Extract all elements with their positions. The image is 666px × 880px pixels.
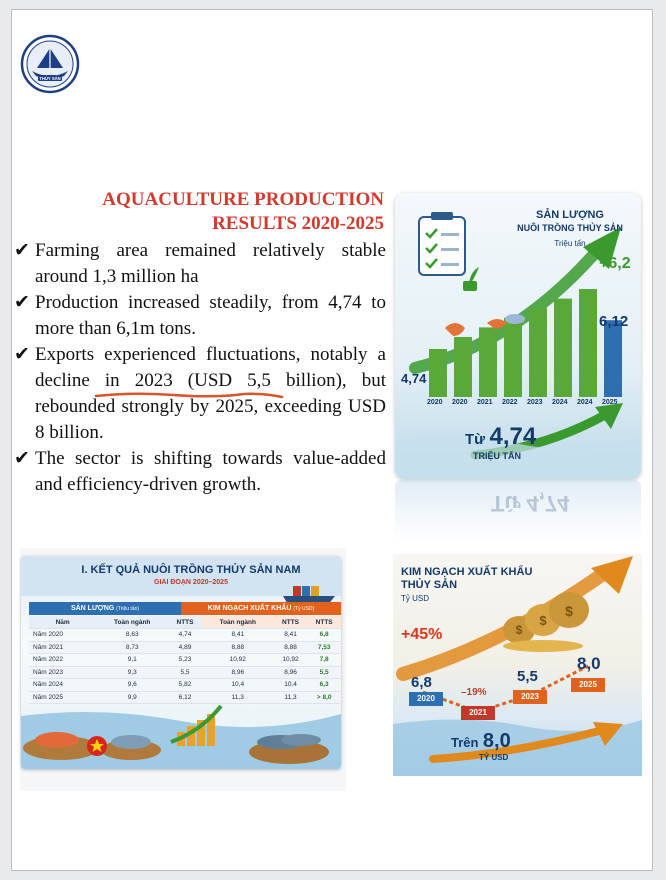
table-cell: 5,5: [168, 666, 202, 679]
bullet-text: Farming area remained relatively stable around 1,3 million ha: [35, 240, 386, 287]
table-cell: 5,23: [168, 654, 202, 667]
group-header-export: [181, 602, 341, 615]
highlight-underline: [94, 388, 284, 402]
production-reflection: [395, 480, 641, 542]
production-start-value: 4,74: [401, 371, 427, 386]
year-label: 2020: [452, 399, 468, 406]
point-value-2025: 8,0: [577, 654, 601, 673]
bullet-text: Exports experienced fluctuations, notably a decline in 2023 (USD 5,5 billion), but rebounded strongly by 2025, exceeding USD 8 billion.: [35, 344, 386, 443]
table-cell: 9,6: [96, 679, 168, 692]
table-title: I. KẾT QUẢ NUÔI TRỒNG THỦY SẢN NAM: [81, 564, 301, 576]
production-unit: Triệu tấn: [554, 239, 586, 248]
heading-line-1: AQUACULTURE PRODUCTION: [102, 189, 384, 210]
table-cell: 8,96: [274, 666, 308, 679]
production-title-1: SẢN LƯỢNG: [535, 209, 604, 221]
table-cell: Năm 2023: [29, 666, 96, 679]
table-cell: 6,3: [307, 679, 341, 692]
table-cell: 10,92: [202, 654, 274, 667]
table-cell: 6,12: [168, 691, 202, 704]
bullet-item: [14, 238, 386, 290]
heading-line-2: RESULTS 2020-2025: [212, 213, 384, 234]
table-cell: 10,4: [202, 679, 274, 692]
group1-unit: (Triệu tấn): [116, 606, 140, 612]
year-label: 2020: [427, 399, 443, 406]
production-bar: [454, 337, 472, 397]
fish-basket-icon: [249, 734, 329, 764]
production-delta: +6,2: [599, 255, 631, 272]
year-label: 2022: [502, 399, 518, 406]
table-cell: 5,5: [307, 666, 341, 679]
export-title-2: THỦY SẢN: [401, 579, 458, 591]
footer-value: 4,74: [489, 423, 537, 450]
table-cell: 6,8: [307, 629, 341, 642]
table-cell: 11,3: [274, 691, 308, 704]
production-infographic: [395, 193, 641, 479]
year-label: 2023: [527, 399, 543, 406]
table-row: [29, 691, 341, 704]
thuy-san-logo: [20, 34, 80, 94]
table-row: [29, 629, 341, 642]
svg-text:$: $: [565, 603, 573, 619]
table-cell: 10,4: [274, 679, 308, 692]
table-cell: 7,53: [307, 641, 341, 654]
group-header-production: [29, 602, 181, 615]
table-cell: 7,8: [307, 654, 341, 667]
table-row: [29, 641, 341, 654]
production-bars: [429, 289, 622, 397]
vietnam-flag-icon: [87, 736, 107, 756]
results-table-infographic: [21, 556, 341, 769]
table-cell: > 8,0: [307, 691, 341, 704]
trend-line: [423, 666, 588, 712]
footer-unit: TRIỆU TẤN: [473, 451, 521, 461]
col-header: Năm: [29, 616, 96, 629]
production-footer: [465, 423, 536, 461]
table-row: [29, 666, 341, 679]
year-label: 2024: [552, 399, 568, 406]
col-header: Toàn ngành: [202, 616, 274, 629]
table-cell: 8,96: [202, 666, 274, 679]
year-labels: [421, 399, 627, 411]
production-bar: [554, 299, 572, 397]
production-bar: [479, 327, 497, 397]
group2-label: KIM NGẠCH XUẤT KHẨU: [207, 605, 292, 612]
table-row: [29, 654, 341, 667]
year-label: 2021: [477, 399, 493, 406]
point-value-2020: 6,8: [411, 674, 432, 691]
year-label: 2024: [577, 399, 593, 406]
point-year-2021: 2021: [461, 706, 495, 720]
export-infographic: [393, 554, 642, 776]
check-icon: ✔: [14, 344, 30, 365]
table-cell: 5,82: [168, 679, 202, 692]
table-cell: Năm 2021: [29, 641, 96, 654]
table-cell: 4,74: [168, 629, 202, 642]
svg-text:$: $: [515, 623, 523, 637]
table-cell: 9,9: [96, 691, 168, 704]
production-title-2: NUÔI TRỒNG THỦY SẢN: [517, 223, 623, 233]
bullet-text: The sector is shifting towards value-added and efficiency-driven growth.: [35, 448, 386, 495]
export-title-1: KIM NGẠCH XUẤT KHẨU: [401, 566, 533, 578]
table-cell: 11,3: [202, 691, 274, 704]
production-bar: [579, 289, 597, 397]
table-row: [29, 679, 341, 692]
production-bar: [529, 308, 547, 397]
table-cell: 8,88: [202, 641, 274, 654]
table-cell: 9,3: [96, 666, 168, 679]
footer-prefix: Trên: [451, 735, 479, 750]
col-header: Toàn ngành: [96, 616, 168, 629]
check-icon: ✔: [14, 448, 30, 469]
bullet-text: Production increased steadily, from 4,74 to more than 6,1m tons.: [35, 292, 386, 339]
table-subtitle: GIAI ĐOẠN 2020–2025: [154, 579, 228, 586]
footer-unit: TỶ USD: [479, 753, 509, 762]
export-unit: Tỷ USD: [401, 594, 429, 603]
table-cell: 8,88: [274, 641, 308, 654]
check-icon: ✔: [14, 240, 30, 261]
table-cell: 8,41: [274, 629, 308, 642]
group2-unit: (Tỷ USD): [293, 606, 315, 612]
table-cell: 8,41: [202, 629, 274, 642]
bullet-item: [14, 446, 386, 498]
table-cell: Năm 2024: [29, 679, 96, 692]
production-bar: [504, 318, 522, 397]
results-table: [29, 616, 341, 704]
table-cell: Năm 2020: [29, 629, 96, 642]
footer-prefix: Từ: [465, 431, 486, 448]
production-end-value: 6,12: [599, 313, 629, 330]
check-icon: ✔: [14, 292, 30, 313]
export-footer: [451, 730, 511, 762]
point-year-2020: 2020: [409, 692, 443, 706]
group1-label: SẢN LƯỢNG: [70, 605, 115, 612]
bullet-item: [14, 290, 386, 342]
export-growth: +45%: [401, 626, 443, 643]
production-bar: [429, 349, 447, 397]
table-cell: 4,89: [168, 641, 202, 654]
reflection-text: Từ 4,74: [491, 491, 570, 516]
clipboard-icon: [419, 212, 465, 275]
table-cell: Năm 2022: [29, 654, 96, 667]
table-cell: 8,63: [96, 629, 168, 642]
table-cell: 9,1: [96, 654, 168, 667]
point-year-2025: 2025: [571, 678, 605, 692]
footer-value: 8,0: [482, 730, 511, 752]
table-cell: 8,73: [96, 641, 168, 654]
section-heading: [60, 188, 384, 236]
col-header: NTTS: [307, 616, 341, 629]
table-cell: Năm 2025: [29, 691, 96, 704]
col-header: NTTS: [168, 616, 202, 629]
point-value-2023: 5,5: [517, 668, 538, 685]
svg-text:$: $: [539, 613, 547, 628]
production-bar: [604, 320, 622, 397]
logo-text: THỦY SẢN: [39, 76, 61, 81]
col-header: NTTS: [274, 616, 308, 629]
table-cell: 10,92: [274, 654, 308, 667]
year-label: 2025: [602, 399, 618, 406]
export-drop: –19%: [461, 687, 487, 698]
point-year-2023: 2023: [513, 690, 547, 704]
summary-bullets: [14, 238, 386, 498]
